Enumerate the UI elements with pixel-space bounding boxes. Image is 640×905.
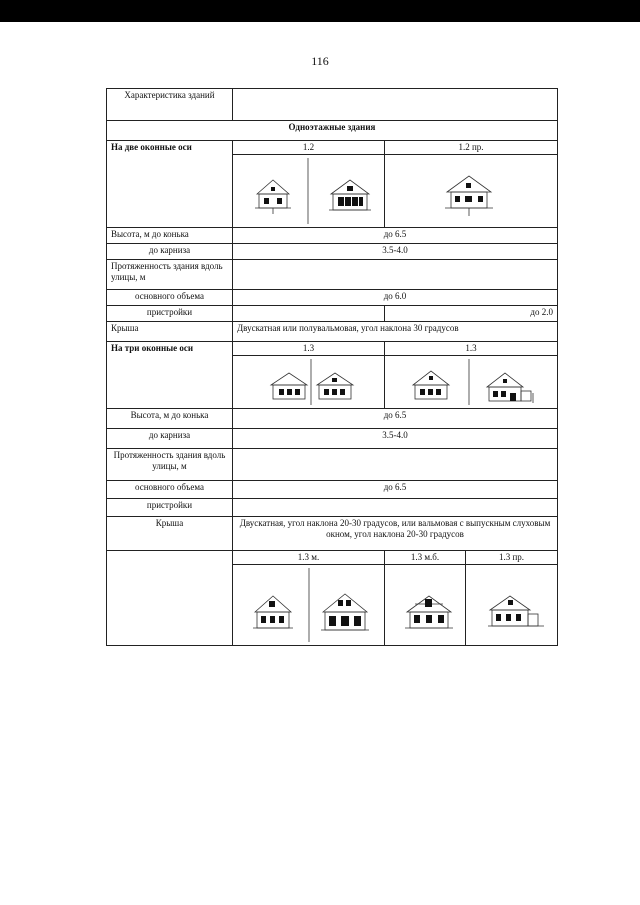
section-title: Одноэтажные здания bbox=[107, 121, 558, 141]
two-axes-main-value: до 6.0 bbox=[233, 290, 558, 306]
three-axes-drawings-2 bbox=[385, 356, 558, 409]
two-axes-height-label: Высота, м до конька bbox=[107, 228, 233, 244]
three-axes-length-empty bbox=[233, 449, 558, 481]
two-axes-title: На две оконные оси bbox=[107, 141, 233, 228]
two-axes-drawings-2 bbox=[385, 155, 558, 228]
house-drawing-1-2-pr bbox=[389, 156, 558, 226]
three-axes-length-label: Протяженность здания вдоль улицы, м bbox=[107, 449, 233, 481]
house-drawing-1-3-pr bbox=[470, 566, 558, 644]
variant-1-3-m-drawing-cell bbox=[233, 565, 385, 646]
house-drawing-1-3-mb bbox=[389, 566, 466, 644]
house-drawings-1-3-m bbox=[237, 566, 385, 644]
three-axes-annex-empty bbox=[233, 499, 558, 517]
two-axes-eaves-value: 3.5-4.0 bbox=[233, 244, 558, 260]
variants-empty-cell bbox=[107, 551, 233, 646]
three-axes-roof-value: Двускатная, угол наклона 20-30 градусов, или вальмовая с выпускным слуховым окном, угол наклона 20-30 градусов bbox=[233, 517, 558, 551]
two-axes-height-value: до 6.5 bbox=[233, 228, 558, 244]
two-axes-type-1: 1.2 bbox=[233, 141, 385, 155]
variant-1-3-m-label: 1.3 м. bbox=[233, 551, 385, 565]
three-axes-eaves-label: до карниза bbox=[107, 429, 233, 449]
three-axes-main-value: до 6.5 bbox=[233, 481, 558, 499]
three-axes-roof-label: Крыша bbox=[107, 517, 233, 551]
two-axes-roof-label: Крыша bbox=[107, 322, 233, 342]
two-axes-type-2: 1.2 пр. bbox=[385, 141, 558, 155]
two-axes-roof-value: Двускатная или полувальмовая, угол наклона 30 градусов bbox=[233, 322, 558, 342]
two-axes-annex-value: до 2.0 bbox=[385, 306, 558, 322]
variant-1-3-pr-label: 1.3 пр. bbox=[466, 551, 558, 565]
variant-1-3-pr-drawing-cell bbox=[466, 565, 558, 646]
house-drawings-1-3 bbox=[237, 357, 385, 407]
scan-top-edge bbox=[0, 0, 640, 22]
three-axes-type-2: 1.3 bbox=[385, 342, 558, 356]
three-axes-annex-label: пристройки bbox=[107, 499, 233, 517]
header-empty-cell bbox=[233, 89, 558, 121]
house-drawings-1-3-b bbox=[389, 357, 558, 407]
building-characteristics-table bbox=[106, 88, 558, 646]
three-axes-height-label: Высота, м до конька bbox=[107, 409, 233, 429]
header-label-cell bbox=[107, 89, 233, 121]
three-axes-title: На три оконные оси bbox=[107, 342, 233, 409]
two-axes-annex-label: пристройки bbox=[107, 306, 233, 322]
house-drawings-1-2 bbox=[237, 156, 385, 226]
two-axes-drawings-1 bbox=[233, 155, 385, 228]
variant-1-3-mb-drawing-cell bbox=[385, 565, 466, 646]
two-axes-main-label: основного объема bbox=[107, 290, 233, 306]
page-number: 116 bbox=[311, 54, 329, 68]
three-axes-drawings-1 bbox=[233, 356, 385, 409]
two-axes-annex-empty bbox=[233, 306, 385, 322]
variant-1-3-mb-label: 1.3 м.б. bbox=[385, 551, 466, 565]
header-label: Характеристика зданий bbox=[124, 90, 215, 100]
three-axes-eaves-value: 3.5-4.0 bbox=[233, 429, 558, 449]
three-axes-main-label: основного объема bbox=[107, 481, 233, 499]
two-axes-length-label: Протяженность здания вдоль улицы, м bbox=[107, 260, 233, 290]
three-axes-type-1: 1.3 bbox=[233, 342, 385, 356]
three-axes-height-value: до 6.5 bbox=[233, 409, 558, 429]
two-axes-eaves-label: до карниза bbox=[107, 244, 233, 260]
two-axes-length-empty bbox=[233, 260, 558, 290]
